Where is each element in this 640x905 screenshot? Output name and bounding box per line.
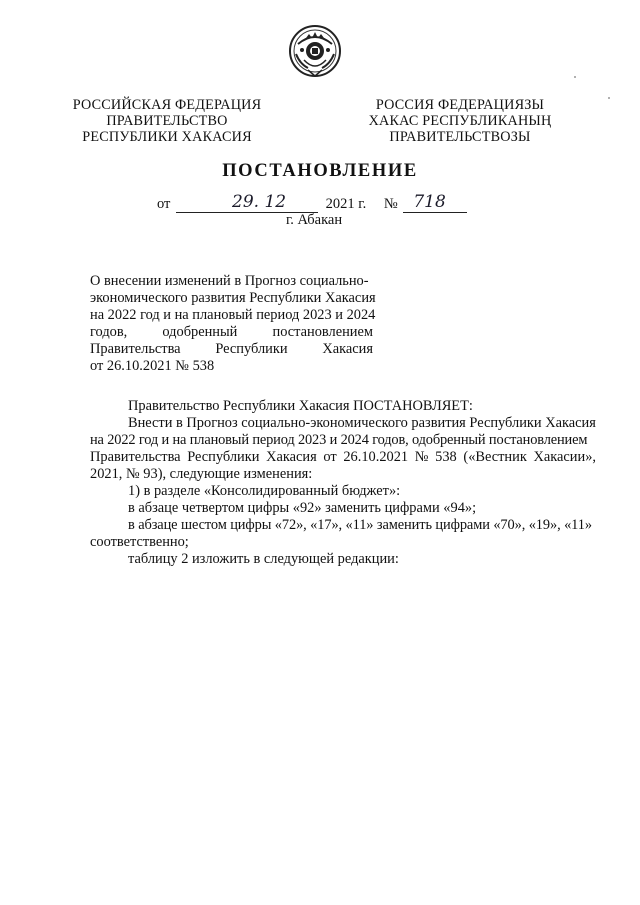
coat-of-arms-emblem — [286, 20, 344, 80]
paragraph-word: Хакасия — [266, 449, 317, 465]
preamble: Правительство Республики Хакасия ПОСТАНОВЛЯЕТ: — [128, 398, 473, 414]
subject-word: Республики — [215, 341, 288, 357]
number-field — [403, 192, 467, 213]
scan-artifact — [608, 97, 610, 99]
subject-line: экономического развития Республики Хакасия — [90, 290, 376, 306]
date-prefix: от — [157, 196, 171, 212]
paragraph-line: Внести в Прогноз социально-экономического развития Республики Хакасия — [128, 415, 596, 431]
paragraph-line: 2021, № 93), следующие изменения: — [90, 466, 313, 482]
paragraph-line — [90, 449, 596, 466]
header-left-line: РЕСПУБЛИКИ ХАКАСИЯ — [82, 129, 252, 145]
header-right-line: ПРАВИТЕЛЬСТВОЗЫ — [389, 129, 531, 145]
handwritten-date: 29. 12 — [232, 192, 287, 212]
subject-word: одобренный — [162, 324, 238, 340]
header-left — [62, 97, 272, 145]
paragraph-word: 538 — [435, 449, 457, 465]
paragraph-word: 26.10.2021 — [343, 449, 409, 465]
subject-word: Правительства — [90, 341, 181, 357]
year-label: 2021 г. — [325, 196, 367, 212]
paragraph-word: («Вестник — [463, 449, 527, 465]
subject-line: на 2022 год и на плановый период 2023 и 2024 — [90, 307, 376, 323]
subject-line: О внесении изменений в Прогноз социально- — [90, 273, 369, 289]
date-field — [176, 192, 318, 213]
paragraph-word: Хакасии», — [533, 449, 596, 465]
header-right — [355, 97, 565, 145]
list-item: 1) в разделе «Консолидированный бюджет»: — [128, 483, 401, 499]
header-right-line: ХАКАС РЕСПУБЛИКАНЫҢ — [368, 113, 552, 129]
city-label: г. Абакан — [286, 212, 343, 228]
subject-word: постановлением — [272, 324, 373, 340]
list-item: в абзаце четвертом цифры «92» заменить цифрами «94»; — [128, 500, 477, 516]
number-sign: № — [383, 196, 398, 212]
header-left-line: ПРАВИТЕЛЬСТВО — [106, 113, 228, 129]
paragraph-word: Правительства — [90, 449, 181, 465]
document-subject — [90, 273, 376, 375]
date-number-line — [157, 192, 467, 213]
paragraph-word: от — [323, 449, 337, 465]
header-right-line: РОССИЯ ФЕДЕРАЦИЯЗЫ — [375, 97, 545, 113]
paragraph-word: Республики — [187, 449, 260, 465]
list-item: таблицу 2 изложить в следующей редакции: — [128, 551, 399, 567]
paragraph-line: на 2022 год и на плановый период 2023 и 2024 годов, одобренный постановлением — [90, 432, 588, 448]
document-type-title: ПОСТАНОВЛЕНИЕ — [222, 161, 418, 181]
paragraph-word: № — [414, 449, 429, 465]
subject-word: годов, — [90, 324, 128, 340]
scan-artifact — [574, 76, 576, 78]
list-item: в абзаце шестом цифры «72», «17», «11» заменить цифрами «70», «19», «11» — [128, 517, 592, 533]
subject-line: от 26.10.2021 № 538 — [90, 358, 215, 374]
subject-line — [90, 341, 373, 358]
handwritten-number: 718 — [413, 192, 446, 212]
subject-line — [90, 324, 373, 341]
document-body — [90, 398, 596, 568]
subject-word: Хакасия — [322, 341, 373, 357]
list-item-continuation: соответственно; — [90, 534, 189, 550]
header-left-line: РОССИЙСКАЯ ФЕДЕРАЦИЯ — [72, 97, 262, 113]
